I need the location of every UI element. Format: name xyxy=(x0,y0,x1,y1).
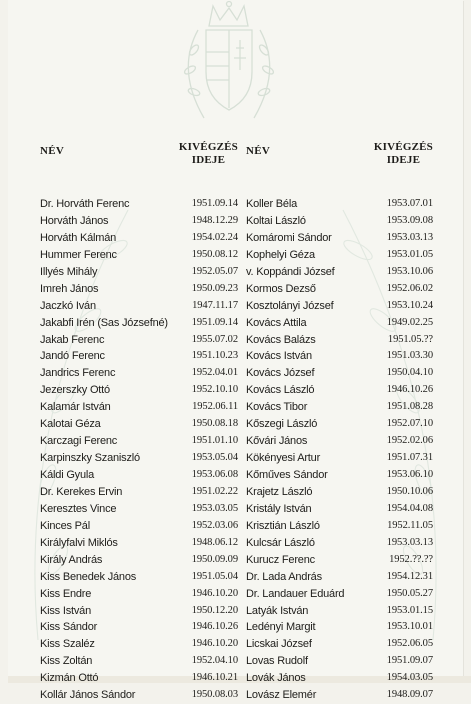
execution-date: 1954.03.05 xyxy=(386,672,433,684)
execution-date: 1951.08.28 xyxy=(386,401,433,413)
list-item xyxy=(246,298,433,315)
execution-date: 1952.11.05 xyxy=(387,519,433,531)
right-list xyxy=(246,196,433,704)
list-item xyxy=(246,365,433,382)
person-name: Komáromi Sándor xyxy=(246,231,332,244)
list-item xyxy=(246,535,433,552)
execution-date: 1952.02.06 xyxy=(386,435,433,447)
person-name: Imreh János xyxy=(40,282,99,295)
person-name: Kinces Pál xyxy=(40,519,90,532)
execution-date: 1951.01.10 xyxy=(191,435,238,447)
person-name: Kristály István xyxy=(246,502,312,515)
execution-date: 1954.04.08 xyxy=(386,502,433,514)
execution-date: 1953.03.05 xyxy=(191,502,238,514)
execution-date: 1953.05.04 xyxy=(191,452,238,464)
right-column-header xyxy=(246,141,433,181)
list-item xyxy=(40,636,238,653)
execution-date: 1952.03.06 xyxy=(191,519,238,531)
execution-date: 1946.10.21 xyxy=(191,672,238,684)
execution-date: 1946.10.26 xyxy=(386,384,433,396)
list-item xyxy=(40,213,238,230)
person-name: v. Koppándi József xyxy=(246,265,335,278)
person-name: Horváth János xyxy=(40,214,109,227)
execution-date: 1950.09.23 xyxy=(191,282,238,294)
list-item xyxy=(246,230,433,247)
person-name: Kosztolányi József xyxy=(246,299,334,312)
person-name: Királyfalvi Miklós xyxy=(40,536,118,549)
person-name: Káldi Gyula xyxy=(40,469,95,481)
execution-date: 1951.09.14 xyxy=(191,198,238,209)
person-name: Kökényesi Artur xyxy=(246,452,321,465)
person-name: Kulcsár László xyxy=(246,536,315,549)
person-name: Kollár János Sándor xyxy=(40,689,136,702)
execution-date: 1952.??.?? xyxy=(389,553,433,565)
execution-date-header: KIVÉGZÉS IDEJE xyxy=(178,141,238,166)
execution-date: 1953.10.06 xyxy=(386,265,433,277)
person-name: Jezerszky Ottó xyxy=(40,384,110,397)
list-item xyxy=(40,670,238,687)
execution-date: 1950.08.03 xyxy=(191,689,238,701)
execution-date: 1948.09.07 xyxy=(386,689,433,701)
list-item xyxy=(40,264,238,281)
list-item xyxy=(40,433,238,450)
execution-date: 1950.04.10 xyxy=(386,367,433,379)
execution-date: 1952.06.05 xyxy=(386,638,433,650)
person-name: Kiss István xyxy=(40,604,91,617)
person-name: Kovács István xyxy=(246,350,312,363)
person-name: Kőműves Sándor xyxy=(246,469,328,481)
person-name: Kizmán Ottó xyxy=(40,672,99,685)
person-name: Krisztián László xyxy=(246,519,320,532)
person-name: Keresztes Vince xyxy=(40,502,117,515)
list-item xyxy=(246,348,433,365)
list-item xyxy=(246,281,433,298)
person-name: Kiss Zoltán xyxy=(40,655,93,668)
list-item xyxy=(246,670,433,687)
list-item xyxy=(246,332,433,349)
person-name: Kiss Szaléz xyxy=(40,638,95,651)
list-item xyxy=(40,467,238,484)
execution-date: 1952.04.01 xyxy=(191,367,238,379)
list-item xyxy=(40,518,238,535)
execution-date: 1948.12.29 xyxy=(191,214,238,226)
execution-date: 1952.04.10 xyxy=(191,655,238,667)
left-column xyxy=(40,141,238,702)
person-name: Lovas Rudolf xyxy=(246,655,308,668)
execution-date: 1952.10.10 xyxy=(191,384,238,396)
list-item xyxy=(246,416,433,433)
execution-date: 1949.02.25 xyxy=(386,316,433,328)
person-name: Király András xyxy=(40,553,103,566)
list-item xyxy=(246,569,433,586)
person-name: Koltai László xyxy=(246,214,306,227)
list-item xyxy=(246,484,433,501)
list-item xyxy=(40,348,238,365)
execution-date: 1950.08.18 xyxy=(191,418,238,430)
list-item xyxy=(40,552,238,569)
list-item xyxy=(40,399,238,416)
execution-date: 1953.06.10 xyxy=(386,469,433,480)
list-item xyxy=(40,586,238,603)
execution-date: 1953.01.05 xyxy=(386,248,433,260)
list-item xyxy=(40,416,238,433)
list-item xyxy=(246,264,433,281)
execution-date: 1952.06.11 xyxy=(192,401,238,413)
person-name: Jandó Ferenc xyxy=(40,350,105,363)
list-item xyxy=(40,196,238,213)
person-name: Kovács Tibor xyxy=(246,401,308,414)
person-name: Kővári János xyxy=(246,435,308,448)
list-item xyxy=(40,569,238,586)
execution-date: 1955.07.02 xyxy=(191,333,238,345)
person-name: Koller Béla xyxy=(246,198,297,210)
execution-date: 1952.07.10 xyxy=(386,418,433,430)
execution-date: 1951.09.07 xyxy=(386,655,433,667)
person-name: Dr. Kerekes Ervin xyxy=(40,485,123,498)
list-item xyxy=(246,467,433,484)
list-item xyxy=(246,450,433,467)
execution-date: 1946.10.26 xyxy=(191,621,238,633)
person-name: Kurucz Ferenc xyxy=(246,553,315,566)
name-header: NÉV xyxy=(40,145,65,157)
list-item xyxy=(40,535,238,552)
person-name: Jaczkó Iván xyxy=(40,299,96,312)
execution-date: 1953.01.15 xyxy=(386,604,433,616)
list-item xyxy=(246,636,433,653)
execution-date: 1954.02.24 xyxy=(191,231,238,243)
list-item xyxy=(246,552,433,569)
execution-date: 1953.10.01 xyxy=(386,621,433,633)
list-item xyxy=(40,501,238,518)
person-name: Jakabfi Irén (Sas Józsefné) xyxy=(40,316,168,329)
list-item xyxy=(246,196,433,213)
person-name: Ledényi Margit xyxy=(246,621,316,634)
execution-date: 1950.05.27 xyxy=(386,587,433,599)
list-item xyxy=(40,382,238,399)
person-name: Latyák István xyxy=(246,604,309,617)
list-item xyxy=(40,315,238,332)
person-name: Kőszegi László xyxy=(246,418,318,431)
person-name: Karpinszky Szaniszló xyxy=(40,452,140,465)
person-name: Kovács József xyxy=(246,367,315,380)
person-name: Kophelyi Géza xyxy=(246,248,315,261)
execution-date: 1951.10.23 xyxy=(191,350,238,362)
name-header: NÉV xyxy=(246,145,271,157)
list-item xyxy=(40,687,238,704)
list-item xyxy=(246,213,433,230)
list-item xyxy=(246,247,433,264)
execution-date: 1952.06.02 xyxy=(386,282,433,294)
execution-date: 1951.09.14 xyxy=(191,316,238,328)
person-name: Jandrics Ferenc xyxy=(40,367,116,380)
person-name: Karczagi Ferenc xyxy=(40,435,118,448)
list-item xyxy=(246,619,433,636)
person-name: Lovász Elemér xyxy=(246,689,317,702)
person-name: Horváth Kálmán xyxy=(40,231,117,244)
person-name: Kovács László xyxy=(246,384,315,397)
execution-date: 1953.03.13 xyxy=(386,231,433,243)
person-name: Licskai József xyxy=(246,638,312,651)
execution-date: 1953.03.13 xyxy=(386,536,433,548)
execution-date: 1948.06.12 xyxy=(191,536,238,548)
person-name: Dr. Horváth Ferenc xyxy=(40,198,130,210)
execution-date: 1946.10.20 xyxy=(191,587,238,599)
list-item xyxy=(40,298,238,315)
execution-date: 1951.02.22 xyxy=(191,485,238,497)
left-column-header xyxy=(40,141,238,181)
list-item xyxy=(246,433,433,450)
list-item xyxy=(40,484,238,501)
person-name: Dr. Landauer Eduárd xyxy=(246,587,345,600)
list-item xyxy=(246,653,433,670)
person-name: Kalotai Géza xyxy=(40,418,101,431)
list-item xyxy=(40,332,238,349)
person-name: Kiss Benedek János xyxy=(40,570,137,583)
execution-date: 1950.10.06 xyxy=(386,485,433,497)
person-name: Kiss Endre xyxy=(40,587,92,600)
list-item xyxy=(246,687,433,704)
execution-date: 1947.11.17 xyxy=(192,299,238,311)
person-name: Kormos Dezső xyxy=(246,282,316,295)
execution-date: 1953.06.08 xyxy=(191,469,238,480)
execution-date: 1950.09.09 xyxy=(191,553,238,565)
list-item xyxy=(246,603,433,620)
person-name: Kovács Attila xyxy=(246,316,307,329)
left-list xyxy=(40,196,238,704)
execution-date: 1952.05.07 xyxy=(191,265,238,277)
list-item xyxy=(246,399,433,416)
execution-date: 1950.12.20 xyxy=(191,604,238,616)
list-item xyxy=(246,586,433,603)
list-item xyxy=(246,501,433,518)
right-column xyxy=(246,141,433,702)
list-item xyxy=(246,315,433,332)
execution-date: 1953.10.24 xyxy=(386,299,433,311)
execution-date: 1953.09.08 xyxy=(386,214,433,226)
execution-date: 1953.07.01 xyxy=(386,198,433,209)
person-name: Illyés Mihály xyxy=(40,265,98,278)
execution-date-header: KIVÉGZÉS IDEJE xyxy=(373,141,433,166)
list-item xyxy=(40,247,238,264)
execution-date: 1950.08.12 xyxy=(191,248,238,260)
person-name: Hummer Ferenc xyxy=(40,248,117,261)
person-name: Jakab Ferenc xyxy=(40,333,105,346)
list-item xyxy=(246,518,433,535)
list-item xyxy=(40,365,238,382)
execution-date: 1954.12.31 xyxy=(386,570,433,582)
person-name: Lovák János xyxy=(246,672,306,685)
person-name: Kovács Balázs xyxy=(246,333,316,346)
list-item xyxy=(40,230,238,247)
list-item xyxy=(40,603,238,620)
person-name: Krajetz László xyxy=(246,485,313,498)
list-item xyxy=(40,619,238,636)
execution-date: 1951.05.04 xyxy=(191,570,238,582)
list-item xyxy=(246,382,433,399)
list-item xyxy=(40,281,238,298)
list-item xyxy=(40,450,238,467)
person-name: Kiss Sándor xyxy=(40,621,98,634)
person-name: Kalamár István xyxy=(40,401,111,414)
list-item xyxy=(40,653,238,670)
person-name: Dr. Lada András xyxy=(246,570,322,583)
execution-date: 1951.07.31 xyxy=(386,452,433,464)
execution-date: 1951.05.?? xyxy=(387,333,433,345)
execution-date: 1946.10.20 xyxy=(191,638,238,650)
execution-date: 1951.03.30 xyxy=(386,350,433,362)
